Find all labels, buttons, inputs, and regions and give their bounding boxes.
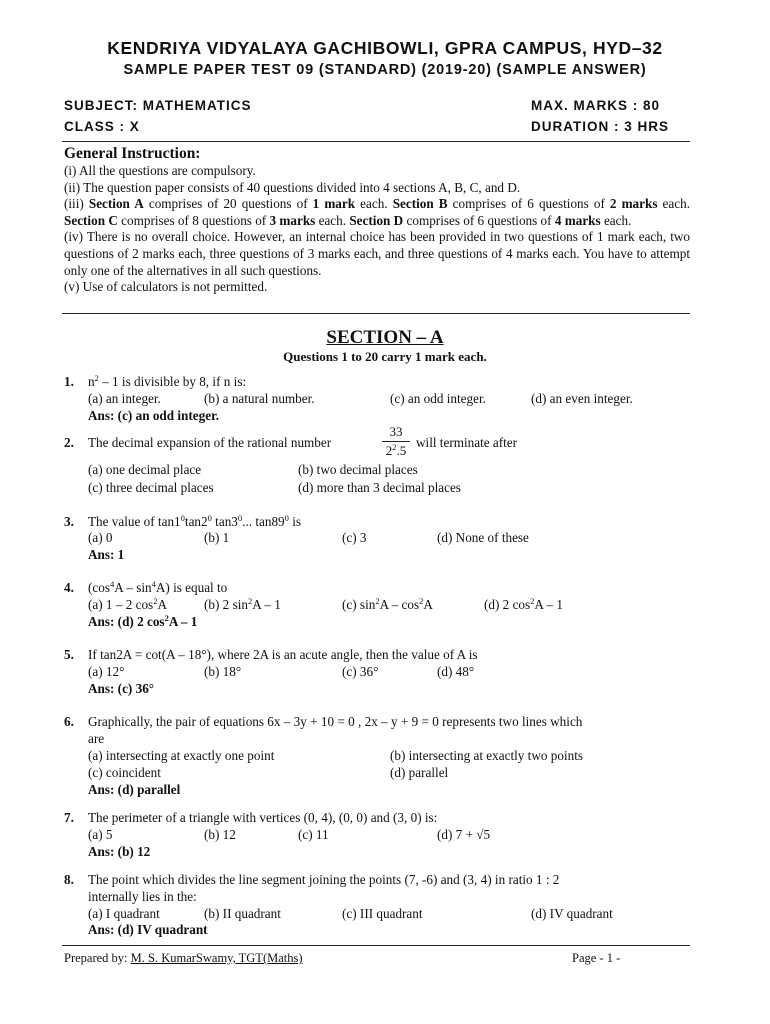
option-b: (b) 18° [204, 664, 242, 679]
question-text-continued: internally lies in the: [88, 889, 197, 904]
question-text: The point which divides the line segment joining the points (7, -6) and (3, 4) in ratio 1 : 2 [88, 872, 560, 887]
class-label: CLASS : X [64, 119, 140, 134]
answer: Ans: (b) 12 [88, 844, 151, 859]
option-d: (d) None of these [437, 530, 529, 545]
paper-title: SAMPLE PAPER TEST 09 (STANDARD) (2019-20) (SAMPLE ANSWER) [123, 62, 647, 78]
answer: Ans: (d) parallel [88, 782, 181, 797]
section-subtitle: Questions 1 to 20 carry 1 mark each. [283, 349, 487, 364]
option-d: (d) an even integer. [531, 391, 633, 406]
fraction-numerator: 33 [389, 424, 403, 439]
question-number: 5. [64, 647, 74, 662]
option-a: (a) intersecting at exactly one point [88, 748, 275, 763]
option-a: (a) 0 [88, 530, 113, 545]
answer: Ans: (d) 2 $\cos^2A - 1$ [88, 613, 198, 629]
option-a: (a) I quadrant [88, 906, 160, 921]
option-b: (b) a natural number. [204, 391, 315, 406]
option-a: (a) 1 – 2 $\cos^2A$ [88, 596, 167, 612]
option-d: (d) 48° [437, 664, 475, 679]
option-b: (b) 12 [204, 827, 236, 842]
question-text: The decimal expansion of the rational number [88, 435, 332, 450]
question-number: 6. [64, 714, 74, 729]
instruction-ii: (ii) The question paper consists of 40 questions divided into 4 sections A, B, C, and D. [64, 179, 521, 195]
answer: Ans: (d) IV quadrant [88, 922, 208, 937]
option-a: (a) 5 [88, 827, 113, 842]
instruction-iii: (iii) Section A comprises of 20 questions of 1 mark each. Section B comprises of 6 questions of 2 marks each. Section C comprises of 8 questions of 3 marks each. Section D comprises of 6 questions of 4 marks each. [64, 196, 691, 228]
school-name: KENDRIYA VIDYALAYA GACHIBOWLI, GPRA CAMPUS, HYD–32 [107, 38, 663, 58]
page-number: Page - 1 - [572, 951, 621, 965]
question-text: The value of $\tan 1^0\tan 2^0$ $\tan 3^0$... $\tan 89^0$ is [88, 513, 301, 529]
option-c: (c) 36° [342, 664, 379, 679]
question-text: The perimeter of a triangle with vertices (0, 4), (0, 0) and (3, 0) is: [88, 810, 438, 825]
option-b: (b) 1 [204, 530, 230, 545]
question-text: If tan2A = cot(A – 18°), where 2A is an acute angle, then the value of A is [88, 647, 478, 662]
option-a: (a) 12° [88, 664, 125, 679]
option-b: (b) two decimal places [298, 462, 418, 477]
subject-label: SUBJECT: MATHEMATICS [64, 98, 252, 113]
question-number: 3. [64, 514, 74, 529]
instructions-body [64, 163, 690, 296]
instruction-iv: (iv) There is no overall choice. However, an internal choice has been provided in two questions of 1 mark each, two questions of 2 marks each, three questions of 3 marks each, and three questions of 4 marks each. You have to attempt only one of the alternatives in all such questions. [64, 229, 690, 278]
option-d: (d) 7 + √5 [437, 827, 491, 842]
option-d: (d) IV quadrant [531, 906, 613, 921]
option-d: (d) more than 3 decimal places [298, 480, 461, 495]
option-b: (b) II quadrant [204, 906, 281, 921]
answer: Ans: (c) an odd integer. [88, 408, 220, 423]
option-c: (c) coincident [88, 765, 161, 780]
option-a: (a) one decimal place [88, 462, 202, 477]
footer-prepared-by: Prepared by: M. S. KumarSwamy, TGT(Maths) [64, 951, 303, 965]
option-d: (d) parallel [390, 765, 449, 780]
answer: Ans: (c) 36° [88, 681, 155, 696]
question-text-continued: are [88, 731, 105, 746]
option-c: (c) $\sin^2A - \cos^2A$ [342, 596, 433, 612]
footer-divider [62, 945, 690, 946]
question-text: Graphically, the pair of equations 6x – 3y + 10 = 0 , 2x – y + 9 = 0 represents two lines which [88, 714, 583, 729]
answer: Ans: 1 [88, 547, 125, 562]
question-number: 1. [64, 374, 74, 389]
author-name: M. S. KumarSwamy, TGT(Maths) [130, 951, 303, 965]
question-number: 2. [64, 435, 74, 450]
instruction-v: (v) Use of calculators is not permitted. [64, 279, 268, 295]
option-c: (c) an odd integer. [390, 391, 486, 406]
option-c: (c) III quadrant [342, 906, 423, 921]
question-number: 4. [64, 580, 74, 595]
instructions-title: General Instruction: [64, 145, 201, 162]
question-number: 7. [64, 810, 74, 825]
instructions-divider [62, 313, 690, 314]
duration-label: DURATION : 3 HRS [531, 119, 670, 134]
option-a: (a) an integer. [88, 391, 161, 406]
option-c: (c) 11 [298, 827, 329, 842]
fraction-denominator: $2^2.5$ [385, 442, 407, 458]
question-number: 8. [64, 872, 74, 887]
option-c: (c) 3 [342, 530, 367, 545]
header-divider [62, 141, 690, 142]
question-text-continued: will terminate after [416, 435, 518, 450]
question-text: $(\cos^4A - \sin^4A)$ is equal to [88, 579, 228, 595]
option-d: (d) 2 $\cos^2A - 1$ [484, 596, 563, 612]
question-text: $n^2 - 1$ is divisible by 8, if n is: [88, 373, 247, 389]
section-title: SECTION – A [326, 327, 444, 348]
option-c: (c) three decimal places [88, 480, 214, 495]
option-b: (b) 2 $\sin^2A - 1$ [204, 596, 281, 612]
option-b: (b) intersecting at exactly two points [390, 748, 583, 763]
instruction-i: (i) All the questions are compulsory. [64, 163, 256, 178]
max-marks-label: MAX. MARKS : 80 [531, 98, 661, 113]
